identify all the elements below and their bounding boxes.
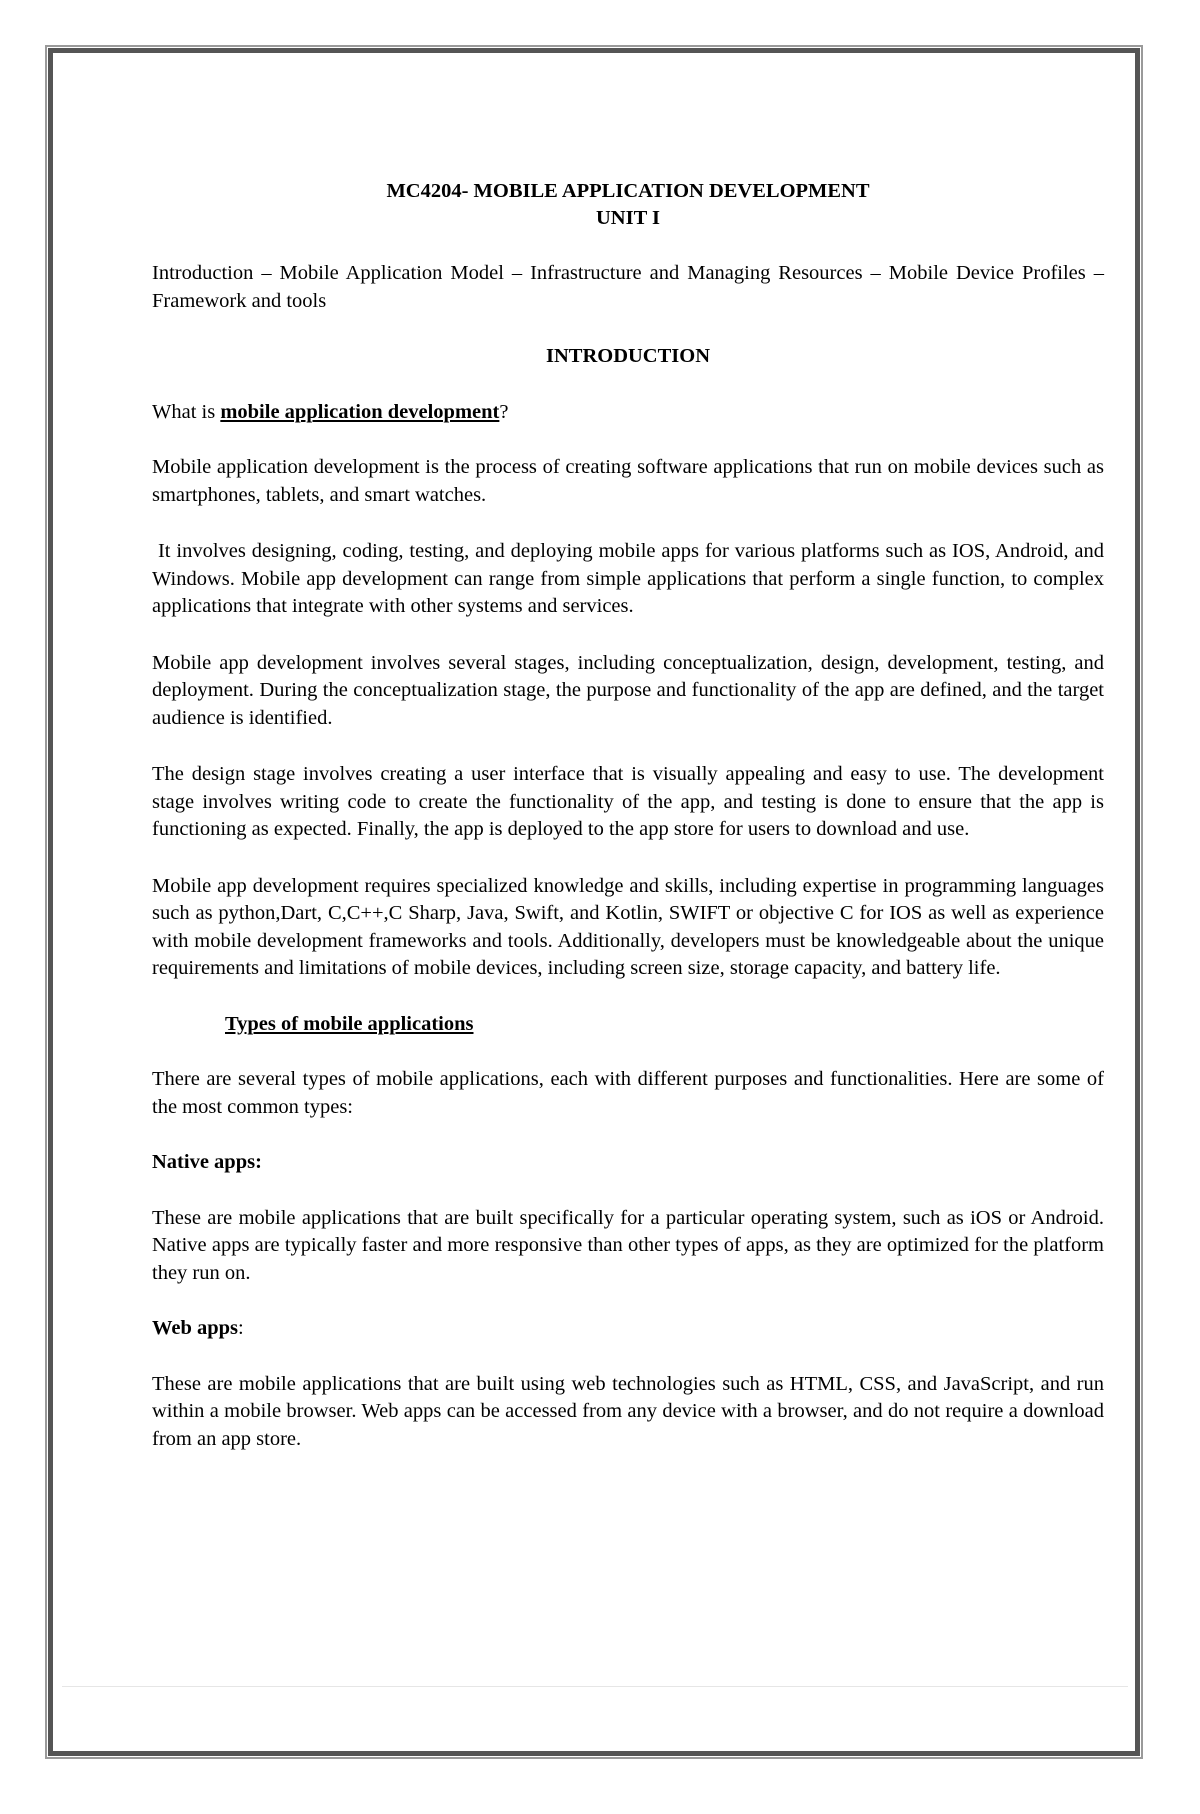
web-apps-heading-line	[152, 1315, 1104, 1343]
syllabus-topics: Introduction – Mobile Application Model – Infrastructure and Managing Resources – Mobile Device Profiles – Framework and tools	[152, 262, 1104, 312]
types-heading: Types of mobile applications	[225, 1012, 474, 1035]
footer-divider	[62, 1686, 1128, 1687]
section-heading-introduction: INTRODUCTION	[545, 345, 711, 367]
document-title	[152, 178, 1104, 232]
question-prefix: What is	[152, 400, 221, 423]
course-title: MC4204- MOBILE APPLICATION DEVELOPMENT	[386, 180, 870, 202]
question-line	[152, 399, 1104, 427]
question-term: mobile application development	[220, 400, 500, 423]
paragraph-involves: It involves designing, coding, testing, and deploying mobile apps for various platforms such as IOS, Android, and Windows. Mobile app development can range from simple applications that perform a single function, to complex applications that integrate with other systems and services.	[152, 540, 1110, 617]
paragraph-stages: Mobile app development involves several stages, including conceptualization, design, development, testing, and deployment. During the conceptualization stage, the purpose and functionality of the app are defined, and the target audience is identified.	[152, 651, 1104, 729]
native-apps-text: These are mobile applications that are built specifically for a particular operating system, such as iOS or Android. Native apps are typically faster and more responsive than other types of apps, as they are optimized for the platform they run on.	[152, 1206, 1104, 1284]
paragraph-skills: Mobile app development requires specialized knowledge and skills, including expertise in programming languages such as python,Dart, C,C++,C Sharp, Java, Swift, and Kotlin, SWIFT or objective C for IOS as well as experience with mobile development frameworks and tools. Additionally, developers must be knowledgeable about the unique requirements and limitations of mobile devices, including screen size, storage capacity, and battery life.	[152, 874, 1104, 979]
paragraph-definition: Mobile application development is the process of creating software applications that run on mobile devices such as smartphones, tablets, and smart watches.	[152, 456, 1104, 506]
document-body	[152, 178, 1110, 1453]
unit-label: UNIT I	[596, 207, 660, 229]
web-apps-text: These are mobile applications that are built using web technologies such as HTML, CSS, and JavaScript, and run within a mobile browser. Web apps can be accessed from any device with a browser, and do not require a download from an app store.	[152, 1372, 1104, 1450]
web-apps-heading: Web apps	[152, 1317, 239, 1339]
types-intro: There are several types of mobile applications, each with different purposes and functionalities. Here are some of the most common types:	[152, 1068, 1104, 1118]
native-apps-heading: Native apps:	[152, 1151, 262, 1173]
question-suffix: ?	[499, 400, 509, 423]
paragraph-design-stage: The design stage involves creating a user interface that is visually appealing and easy to use. The development stage involves writing code to create the functionality of the app, and testing is done to ensure that the app is functioning as expected. Finally, the app is deployed to the app store for users to download and use.	[152, 763, 1104, 840]
web-apps-colon: :	[238, 1317, 244, 1339]
